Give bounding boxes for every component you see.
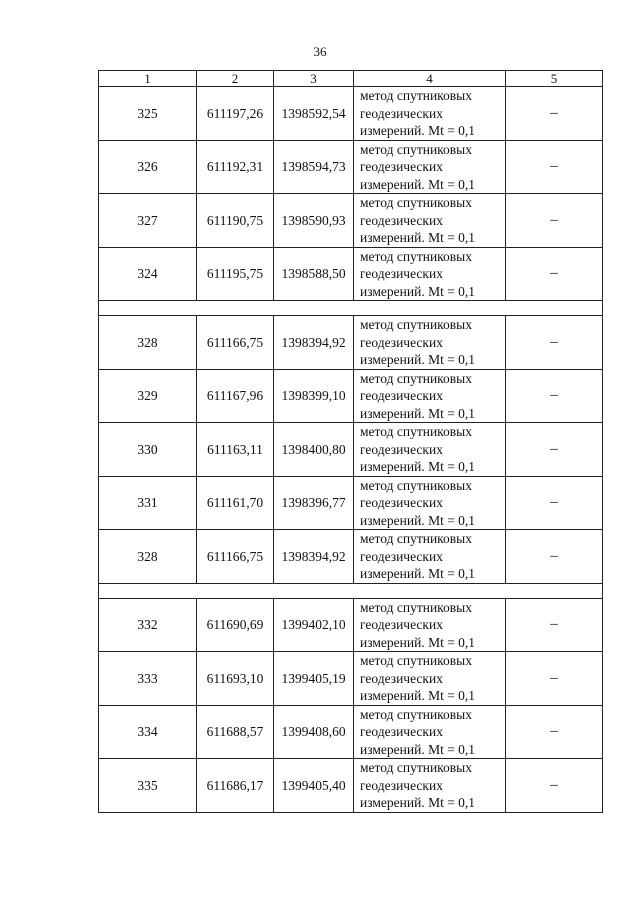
y-coordinate-cell: 1398594,73 (274, 140, 354, 194)
method-line: геодезических (360, 212, 443, 228)
method-line: метод спутниковых (360, 599, 472, 615)
method-line: измерений. Mt = 0,1 (360, 688, 476, 703)
column-header: 2 (197, 71, 274, 87)
method-line: измерений. Mt = 0,1 (360, 566, 476, 581)
x-coordinate-cell: 611197,26 (197, 87, 274, 141)
method-cell (354, 476, 506, 530)
method-line: геодезических (360, 266, 443, 281)
note-cell: – (506, 87, 603, 141)
method-line: метод спутниковых (360, 760, 472, 775)
method-line: метод спутниковых (360, 248, 472, 264)
table-row (99, 705, 603, 759)
method-line: геодезических (360, 670, 443, 686)
method-cell (354, 247, 506, 301)
note-cell: – (506, 705, 603, 759)
y-coordinate-cell: 1398399,10 (274, 369, 354, 423)
method-line: метод спутниковых (360, 317, 472, 332)
y-coordinate-cell: 1398396,77 (274, 476, 354, 530)
point-number-cell: 334 (99, 705, 197, 759)
table-header-row (99, 71, 603, 87)
y-coordinate-cell: 1398592,54 (274, 87, 354, 141)
x-coordinate-cell: 611693,10 (197, 652, 274, 706)
method-line: геодезических (360, 548, 443, 564)
note-cell: – (506, 423, 603, 477)
method-cell (354, 652, 506, 706)
table-row (99, 194, 603, 248)
method-line: метод спутниковых (360, 653, 472, 668)
x-coordinate-cell: 611163,11 (197, 423, 274, 477)
point-number-cell: 327 (99, 194, 197, 248)
method-line: геодезических (360, 334, 443, 350)
method-line: метод спутниковых (360, 195, 472, 210)
y-coordinate-cell: 1399405,19 (274, 652, 354, 706)
method-line: измерений. Mt = 0,1 (360, 795, 476, 810)
separator-cell (99, 301, 603, 316)
y-coordinate-cell: 1398394,92 (274, 530, 354, 584)
method-line: измерений. Mt = 0,1 (360, 123, 476, 138)
y-coordinate-cell: 1398394,92 (274, 316, 354, 370)
point-number-cell: 330 (99, 423, 197, 477)
method-line: измерений. Mt = 0,1 (360, 176, 476, 192)
method-line: геодезических (360, 617, 443, 632)
point-number-cell: 324 (99, 247, 197, 301)
table-row (99, 530, 603, 584)
x-coordinate-cell: 611688,57 (197, 705, 274, 759)
method-line: метод спутниковых (360, 88, 472, 103)
y-coordinate-cell: 1399402,10 (274, 598, 354, 652)
point-number-cell: 328 (99, 316, 197, 370)
point-number-cell: 328 (99, 530, 197, 584)
method-cell (354, 423, 506, 477)
method-line: измерений. Mt = 0,1 (360, 352, 476, 367)
method-line: метод спутниковых (360, 370, 472, 386)
table-row (99, 423, 603, 477)
note-cell: – (506, 530, 603, 584)
method-line: геодезических (360, 495, 443, 510)
method-line: измерений. Mt = 0,1 (360, 634, 476, 650)
note-cell: – (506, 140, 603, 194)
method-line: измерений. Mt = 0,1 (360, 459, 476, 474)
x-coordinate-cell: 611166,75 (197, 530, 274, 584)
note-cell: – (506, 476, 603, 530)
table-row (99, 316, 603, 370)
method-line: измерений. Mt = 0,1 (360, 230, 476, 245)
method-line: измерений. Mt = 0,1 (360, 512, 476, 528)
method-cell (354, 194, 506, 248)
note-cell: – (506, 369, 603, 423)
note-cell: – (506, 759, 603, 813)
x-coordinate-cell: 611161,70 (197, 476, 274, 530)
table-row (99, 476, 603, 530)
method-line: геодезических (360, 724, 443, 739)
method-line: метод спутниковых (360, 424, 472, 439)
method-cell (354, 598, 506, 652)
y-coordinate-cell: 1398588,50 (274, 247, 354, 301)
method-line: геодезических (360, 388, 443, 403)
method-line: метод спутниковых (360, 531, 472, 546)
note-cell: – (506, 652, 603, 706)
y-coordinate-cell: 1398590,93 (274, 194, 354, 248)
x-coordinate-cell: 611192,31 (197, 140, 274, 194)
page-number: 36 (313, 44, 327, 59)
method-line: геодезических (360, 441, 443, 457)
method-cell (354, 369, 506, 423)
method-line: измерений. Mt = 0,1 (360, 741, 476, 757)
method-line: измерений. Mt = 0,1 (360, 283, 476, 299)
note-cell: – (506, 247, 603, 301)
point-number-cell: 335 (99, 759, 197, 813)
method-line: измерений. Mt = 0,1 (360, 405, 476, 421)
method-line: геодезических (360, 777, 443, 793)
x-coordinate-cell: 611690,69 (197, 598, 274, 652)
table-row (99, 140, 603, 194)
method-line: метод спутниковых (360, 706, 472, 722)
y-coordinate-cell: 1399408,60 (274, 705, 354, 759)
point-number-cell: 333 (99, 652, 197, 706)
method-cell (354, 87, 506, 141)
column-header: 3 (274, 71, 354, 87)
table-row (99, 87, 603, 141)
note-cell: – (506, 194, 603, 248)
x-coordinate-cell: 611686,17 (197, 759, 274, 813)
y-coordinate-cell: 1399405,40 (274, 759, 354, 813)
table-row (99, 652, 603, 706)
y-coordinate-cell: 1398400,80 (274, 423, 354, 477)
point-number-cell: 326 (99, 140, 197, 194)
method-cell (354, 530, 506, 584)
point-number-cell: 329 (99, 369, 197, 423)
table-row (99, 369, 603, 423)
method-line: геодезических (360, 105, 443, 121)
method-cell (354, 759, 506, 813)
x-coordinate-cell: 611195,75 (197, 247, 274, 301)
x-coordinate-cell: 611167,96 (197, 369, 274, 423)
method-line: геодезических (360, 159, 443, 174)
note-cell: – (506, 598, 603, 652)
method-cell (354, 705, 506, 759)
point-number-cell: 325 (99, 87, 197, 141)
column-header: 5 (506, 71, 603, 87)
x-coordinate-cell: 611190,75 (197, 194, 274, 248)
table-row (99, 247, 603, 301)
x-coordinate-cell: 611166,75 (197, 316, 274, 370)
column-header: 1 (99, 71, 197, 87)
note-cell: – (506, 316, 603, 370)
point-number-cell: 332 (99, 598, 197, 652)
table-row (99, 759, 603, 813)
column-header: 4 (354, 71, 506, 87)
coordinates-table (98, 70, 603, 813)
point-number-cell: 331 (99, 476, 197, 530)
group-separator-row (99, 301, 603, 316)
separator-cell (99, 583, 603, 598)
method-cell (354, 140, 506, 194)
method-line: метод спутниковых (360, 141, 472, 157)
method-line: метод спутниковых (360, 477, 472, 493)
group-separator-row (99, 583, 603, 598)
table-row (99, 598, 603, 652)
method-cell (354, 316, 506, 370)
